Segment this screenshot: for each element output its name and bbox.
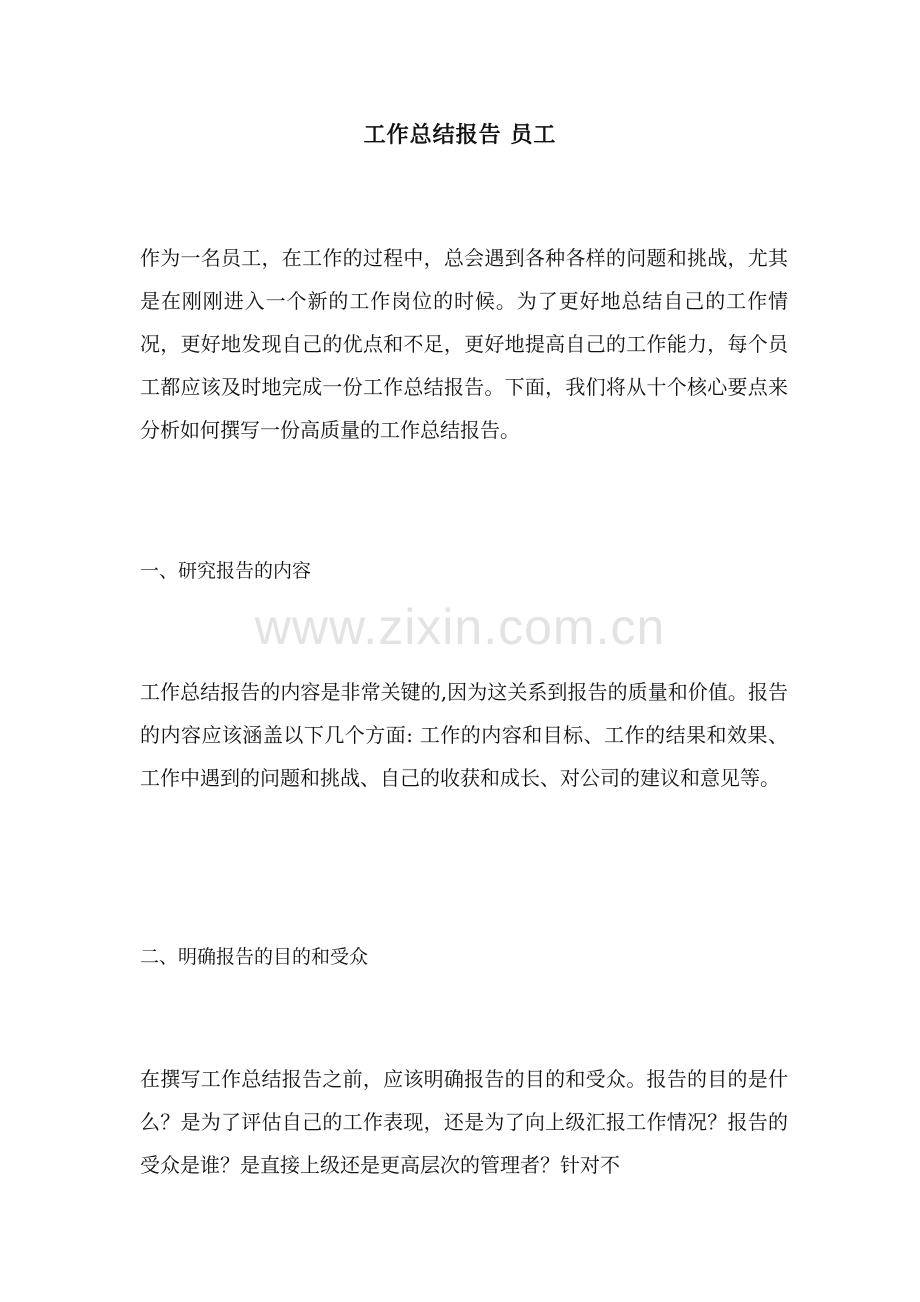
section-heading-2: 二、明确报告的目的和受众: [140, 946, 369, 968]
watermark: www.zixin.com.cn: [254, 599, 666, 655]
section-body-2: 在撰写工作总结报告之前，应该明确报告的目的和受众。报告的目的是什么？是为了评估自己的工作表现，还是为了向上级汇报工作情况？报告的受众是谁？是直接上级还是更高层次的管理者？针对不: [140, 1067, 788, 1177]
intro-paragraph: 作为一名员工，在工作的过程中，总会遇到各种各样的问题和挑战，尤其是在刚刚进入一个新的工作岗位的时候。为了更好地总结自己的工作情况，更好地发现自己的优点和不足，更好地提高自己的工作能力，每个员工都应该及时地完成一份工作总结报告。下面，我们将从十个核心要点来分析如何撰写一份高质量的工作总结报告。: [140, 246, 788, 442]
section-heading-1: 一、研究报告的内容: [140, 560, 312, 582]
document-title: 工作总结报告 员工: [363, 122, 557, 148]
section-body-1: 工作总结报告的内容是非常关键的,因为这关系到报告的质量和价值。报告的内容应该涵盖以下几个方面: 工作的内容和目标、工作的结果和效果、工作中遇到的问题和挑战、自己的收获和成长、对公司的建议和意见等。: [140, 680, 788, 790]
